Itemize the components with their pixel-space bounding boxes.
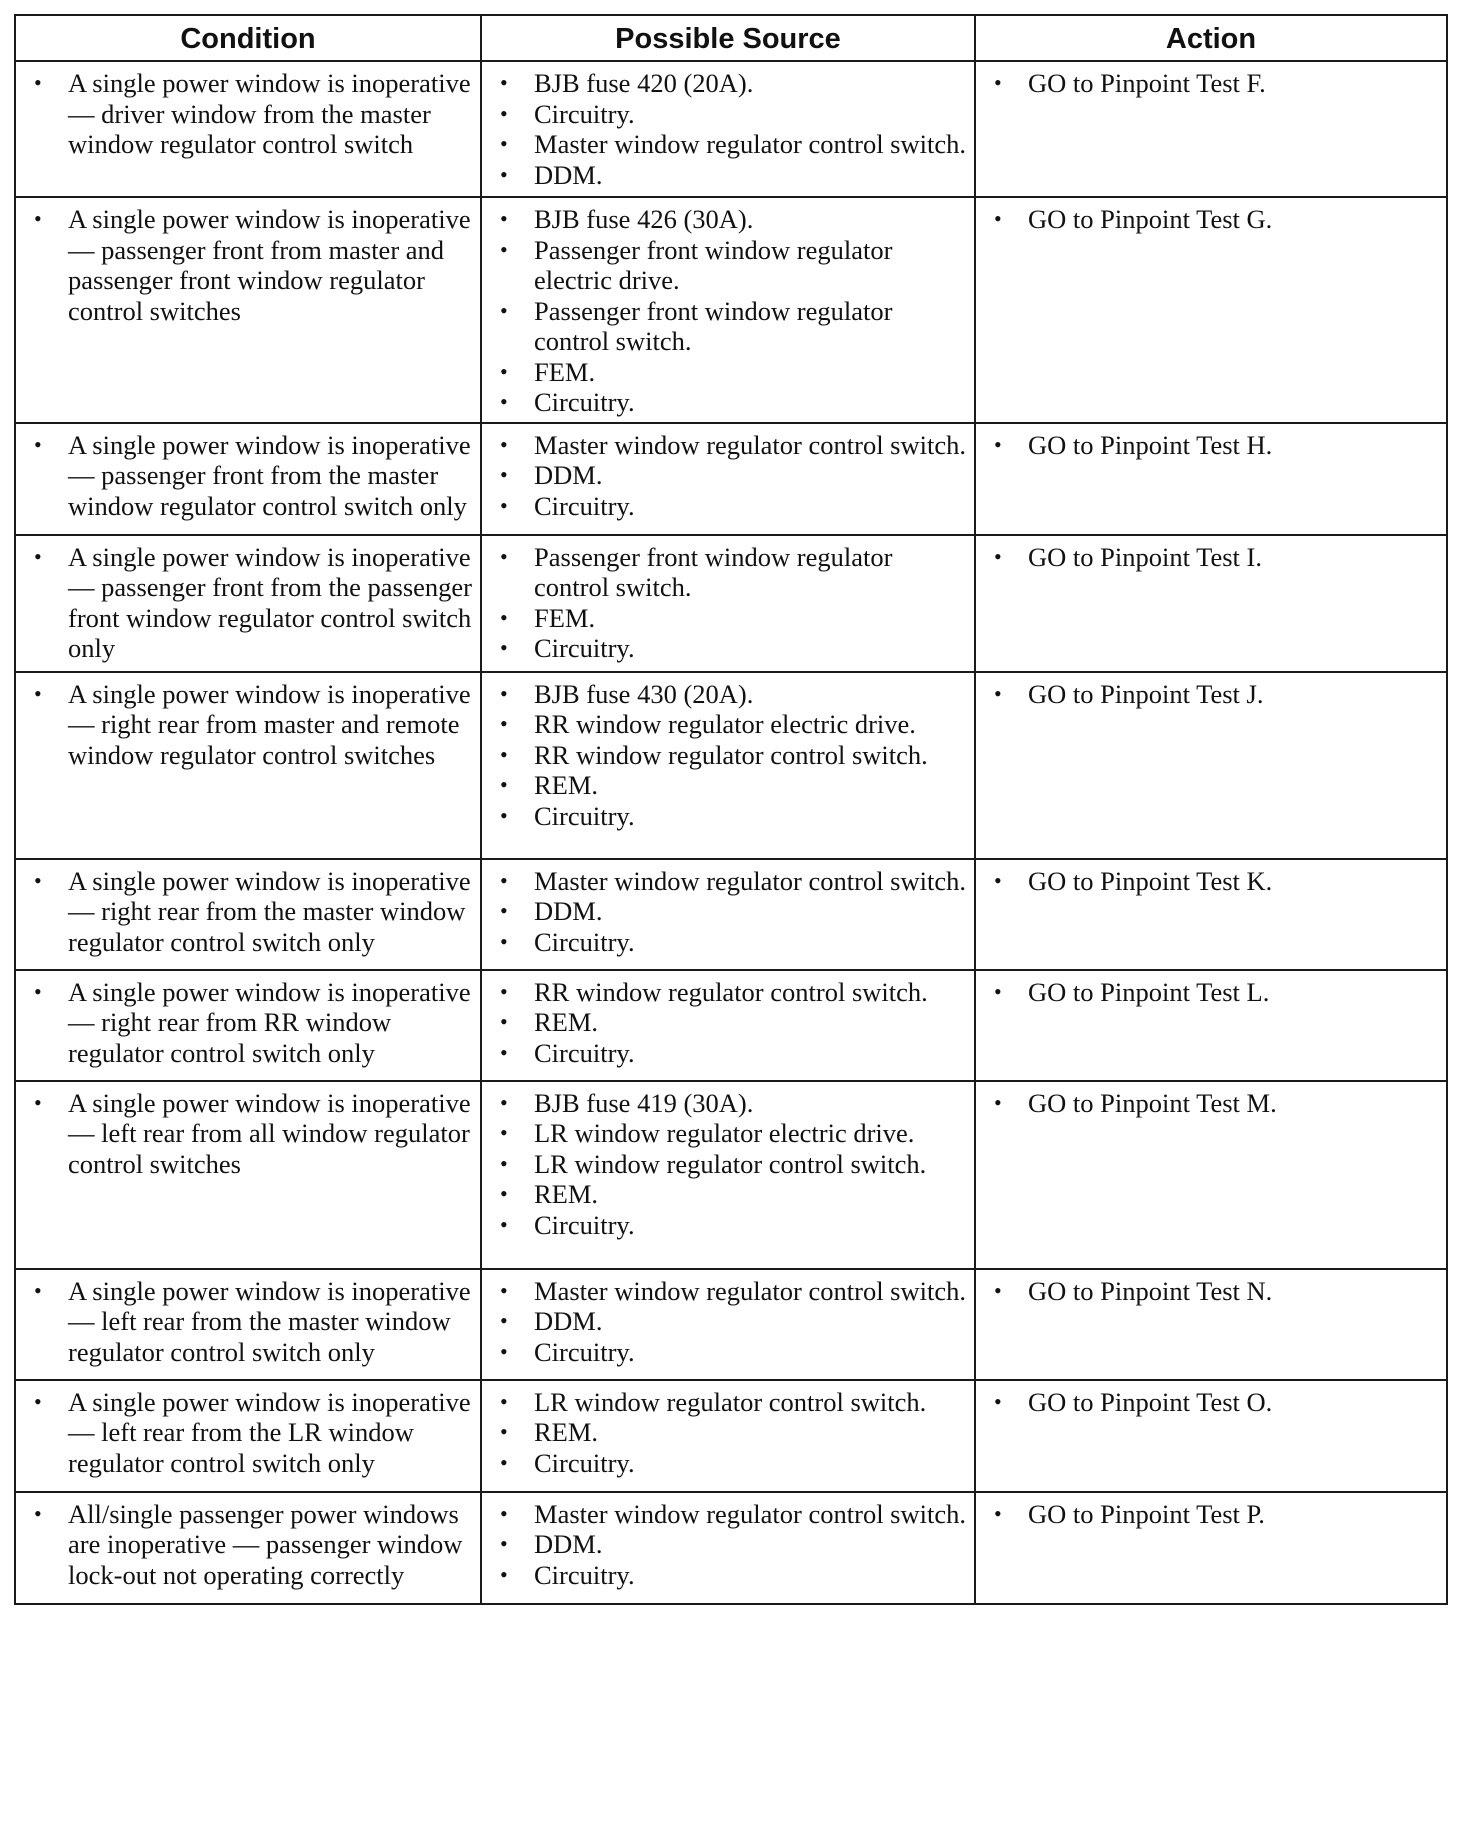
source-item: • FEM.: [490, 357, 966, 388]
action-list: [984, 679, 1438, 710]
source-item: • LR window regulator electric drive.: [490, 1118, 966, 1149]
action-text: • GO to Pinpoint Test N.: [984, 1276, 1438, 1307]
action-cell: [975, 1380, 1447, 1492]
possible-source-cell: [481, 61, 975, 197]
condition-cell: [15, 423, 481, 535]
action-list: [984, 1088, 1438, 1119]
action-cell: [975, 1269, 1447, 1380]
action-text: • GO to Pinpoint Test I.: [984, 542, 1438, 573]
condition-list: [24, 1276, 472, 1368]
condition-list: [24, 866, 472, 958]
source-item: • Circuitry.: [490, 1560, 966, 1591]
table-row: [15, 970, 1447, 1081]
source-item: • Master window regulator control switch.: [490, 1276, 966, 1307]
source-item: • Circuitry.: [490, 1038, 966, 1069]
source-item: • Circuitry.: [490, 1337, 966, 1368]
source-item-list: [490, 68, 966, 190]
action-text: • GO to Pinpoint Test K.: [984, 866, 1438, 897]
diagnostic-table: [14, 14, 1448, 1605]
action-text: • GO to Pinpoint Test M.: [984, 1088, 1438, 1119]
action-list: [984, 204, 1438, 235]
possible-source-cell: [481, 672, 975, 859]
condition-cell: [15, 970, 481, 1081]
source-item: • DDM.: [490, 1306, 966, 1337]
action-list: [984, 68, 1438, 99]
source-item: • BJB fuse 419 (30A).: [490, 1088, 966, 1119]
source-item-list: [490, 1499, 966, 1591]
source-item: • REM.: [490, 1179, 966, 1210]
table-row: [15, 61, 1447, 197]
possible-source-cell: [481, 423, 975, 535]
condition-text: • A single power window is inoperative — driver window from the master window regulator control switch: [24, 68, 472, 160]
possible-source-cell: [481, 1492, 975, 1604]
table-row: [15, 197, 1447, 423]
source-item: • RR window regulator electric drive.: [490, 709, 966, 740]
action-cell: [975, 970, 1447, 1081]
condition-list: [24, 430, 472, 522]
source-item: • REM.: [490, 1417, 966, 1448]
action-list: [984, 1499, 1438, 1530]
condition-cell: [15, 1380, 481, 1492]
condition-text: • A single power window is inoperative — passenger front from the passenger front window regulator control switch only: [24, 542, 472, 664]
condition-list: [24, 68, 472, 160]
condition-text: • A single power window is inoperative — right rear from the master window regulator control switch only: [24, 866, 472, 958]
source-item-list: [490, 1387, 966, 1479]
possible-source-cell: [481, 197, 975, 423]
condition-text: • A single power window is inoperative — left rear from all window regulator control switches: [24, 1088, 472, 1180]
condition-cell: [15, 859, 481, 970]
header-condition: Condition: [15, 15, 481, 61]
condition-cell: [15, 1081, 481, 1269]
table-row: [15, 535, 1447, 672]
table-row: [15, 859, 1447, 970]
action-list: [984, 542, 1438, 573]
source-item: • Passenger front window regulator electric drive.: [490, 235, 966, 296]
condition-list: [24, 542, 472, 664]
condition-cell: [15, 1492, 481, 1604]
possible-source-cell: [481, 859, 975, 970]
source-item: • Passenger front window regulator control switch.: [490, 542, 966, 603]
possible-source-cell: [481, 1269, 975, 1380]
condition-list: [24, 977, 472, 1069]
source-item: • Passenger front window regulator control switch.: [490, 296, 966, 357]
source-item: • Circuitry.: [490, 927, 966, 958]
action-cell: [975, 197, 1447, 423]
source-item-list: [490, 679, 966, 832]
source-item: • Master window regulator control switch.: [490, 866, 966, 897]
table-body: [15, 61, 1447, 1604]
action-text: • GO to Pinpoint Test G.: [984, 204, 1438, 235]
action-cell: [975, 1492, 1447, 1604]
condition-list: [24, 679, 472, 771]
action-cell: [975, 672, 1447, 859]
header-possible-source: Possible Source: [481, 15, 975, 61]
source-item: • Circuitry.: [490, 387, 966, 418]
source-item-list: [490, 1276, 966, 1368]
source-item: • REM.: [490, 770, 966, 801]
source-item-list: [490, 204, 966, 418]
condition-list: [24, 1499, 472, 1591]
source-item: • Master window regulator control switch.: [490, 1499, 966, 1530]
condition-text: • A single power window is inoperative — passenger front from the master window regulator control switch only: [24, 430, 472, 522]
source-item: • RR window regulator control switch.: [490, 740, 966, 771]
source-item: • Circuitry.: [490, 1448, 966, 1479]
action-list: [984, 866, 1438, 897]
action-text: • GO to Pinpoint Test F.: [984, 68, 1438, 99]
source-item: • DDM.: [490, 460, 966, 491]
table-row: [15, 1081, 1447, 1269]
source-item-list: [490, 866, 966, 958]
possible-source-cell: [481, 1081, 975, 1269]
table-row: [15, 1269, 1447, 1380]
action-text: • GO to Pinpoint Test J.: [984, 679, 1438, 710]
header-action: Action: [975, 15, 1447, 61]
action-cell: [975, 535, 1447, 672]
source-item: • DDM.: [490, 160, 966, 191]
source-item-list: [490, 542, 966, 664]
source-item: • RR window regulator control switch.: [490, 977, 966, 1008]
source-item: • DDM.: [490, 896, 966, 927]
condition-text: • A single power window is inoperative — left rear from the master window regulator control switch only: [24, 1276, 472, 1368]
action-cell: [975, 423, 1447, 535]
condition-cell: [15, 61, 481, 197]
source-item: • BJB fuse 430 (20A).: [490, 679, 966, 710]
action-cell: [975, 1081, 1447, 1269]
action-text: • GO to Pinpoint Test O.: [984, 1387, 1438, 1418]
action-list: [984, 977, 1438, 1008]
source-item: • Circuitry.: [490, 801, 966, 832]
source-item: • Circuitry.: [490, 1210, 966, 1241]
table-row: [15, 1492, 1447, 1604]
action-cell: [975, 859, 1447, 970]
action-list: [984, 1276, 1438, 1307]
action-list: [984, 1387, 1438, 1418]
action-list: [984, 430, 1438, 461]
source-item: • LR window regulator control switch.: [490, 1149, 966, 1180]
action-text: • GO to Pinpoint Test P.: [984, 1499, 1438, 1530]
table-row: [15, 672, 1447, 859]
source-item: • Circuitry.: [490, 633, 966, 664]
source-item-list: [490, 977, 966, 1069]
condition-list: [24, 1088, 472, 1180]
source-item: • Circuitry.: [490, 491, 966, 522]
condition-text: • A single power window is inoperative — passenger front from master and passenger front window regulator control switches: [24, 204, 472, 326]
table-row: [15, 1380, 1447, 1492]
table-row: [15, 423, 1447, 535]
possible-source-cell: [481, 1380, 975, 1492]
source-item: • BJB fuse 420 (20A).: [490, 68, 966, 99]
source-item-list: [490, 430, 966, 522]
condition-text: • A single power window is inoperative — right rear from RR window regulator control switch only: [24, 977, 472, 1069]
header-row: [15, 15, 1447, 61]
source-item: • Master window regulator control switch.: [490, 129, 966, 160]
condition-list: [24, 204, 472, 326]
source-item: • BJB fuse 426 (30A).: [490, 204, 966, 235]
action-text: • GO to Pinpoint Test H.: [984, 430, 1438, 461]
source-item: • Master window regulator control switch.: [490, 430, 966, 461]
source-item: • Circuitry.: [490, 99, 966, 130]
source-item: • REM.: [490, 1007, 966, 1038]
source-item-list: [490, 1088, 966, 1241]
possible-source-cell: [481, 970, 975, 1081]
condition-text: • A single power window is inoperative — right rear from master and remote window regulator control switches: [24, 679, 472, 771]
condition-text: • All/single passenger power windows are inoperative — passenger window lock-out not operating correctly: [24, 1499, 472, 1591]
condition-text: • A single power window is inoperative — left rear from the LR window regulator control switch only: [24, 1387, 472, 1479]
action-text: • GO to Pinpoint Test L.: [984, 977, 1438, 1008]
condition-cell: [15, 535, 481, 672]
action-cell: [975, 61, 1447, 197]
possible-source-cell: [481, 535, 975, 672]
condition-cell: [15, 672, 481, 859]
source-item: • LR window regulator control switch.: [490, 1387, 966, 1418]
condition-cell: [15, 197, 481, 423]
condition-cell: [15, 1269, 481, 1380]
source-item: • DDM.: [490, 1529, 966, 1560]
condition-list: [24, 1387, 472, 1479]
source-item: • FEM.: [490, 603, 966, 634]
